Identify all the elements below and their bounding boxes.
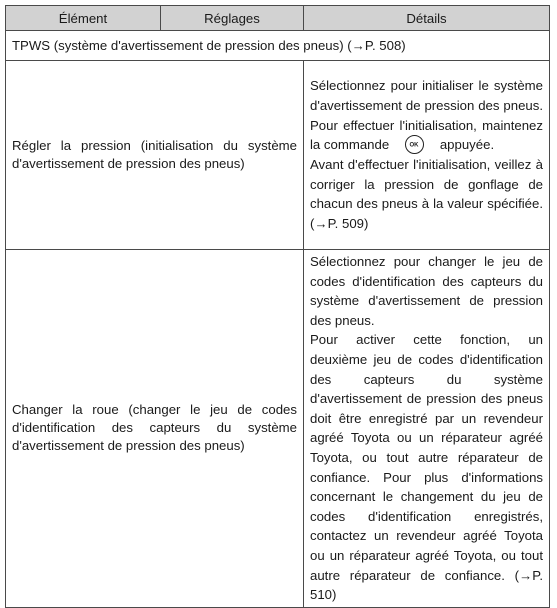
settings-table — [5, 5, 550, 608]
details-text: Sélectionnez pour initialiser le système d'avertissement de pression des pneus. Pour effectuer l'initialisation, maintenez la commande — [310, 78, 543, 153]
details-text: Pour activer cette fonction, un deuxième jeu de codes d'identification des capteurs du système d'avertissement de pression des pneus doit être enregistré par un revendeur agréé Toyota ou un réparateur agréé Toyota, ou tout autre réparateur de confiance. Pour plus d'informations concernant le changement du jeu de codes d'identification enregistrés, contactez un revendeur agréé Toyota ou un réparateur agréé Toyota, ou tout autre réparateur de confiance. (→P. 510) — [310, 332, 543, 603]
details-text: Sélectionnez pour changer le jeu de codes d'identification des capteurs du système d'avertissement de pression des pneus. — [310, 254, 543, 328]
header-settings: Réglages — [161, 6, 304, 31]
details-text: appuyée. — [439, 137, 495, 153]
details-text: Avant d'effectuer l'initialisation, veillez à corriger la pression de gonflage de chacun des pneus à la valeur spécifiée. (→P. 509) — [310, 157, 543, 231]
row-details — [304, 250, 550, 608]
section-title: TPWS (système d'avertissement de pression des pneus) (→P. 508) — [6, 31, 550, 61]
row-element: Régler la pression (initialisation du système d'avertissement de pression des pneus) — [6, 61, 304, 250]
header-details: Détails — [304, 6, 550, 31]
section-row — [6, 31, 550, 61]
row-element: Changer la roue (changer le jeu de codes d'identification des capteurs du système d'avertissement de pression des pneus) — [6, 250, 304, 608]
ok-button-icon — [405, 135, 424, 154]
row-details — [304, 61, 550, 250]
table-header — [6, 6, 550, 31]
table-row — [6, 250, 550, 608]
header-element: Élément — [6, 6, 161, 31]
ok-button-label: OK — [409, 142, 419, 149]
table-row — [6, 61, 550, 250]
